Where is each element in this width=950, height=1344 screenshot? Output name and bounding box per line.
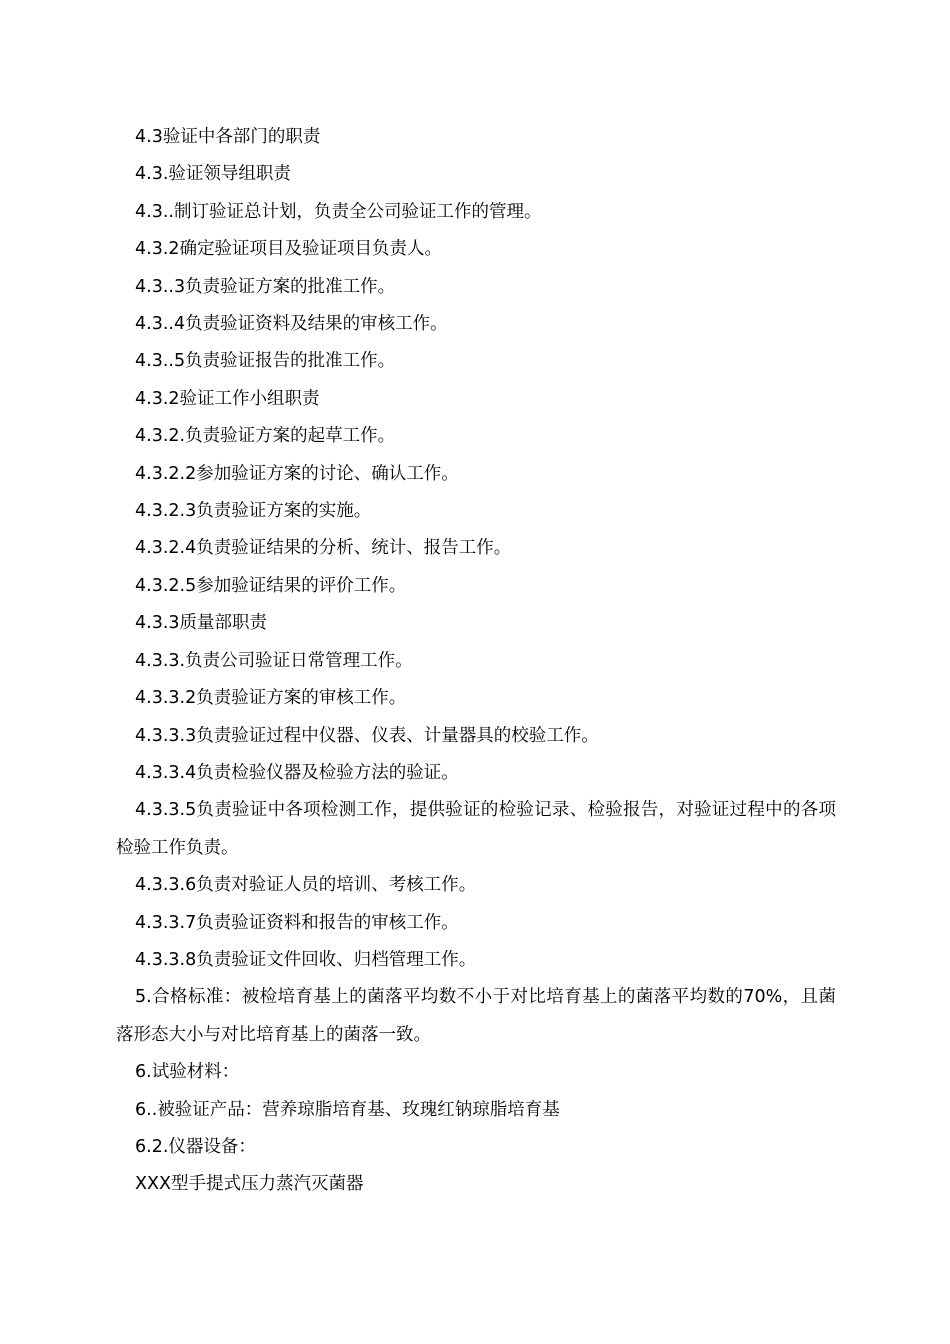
list-item-wrapped: 4.3.3.5负责验证中各项检测工作，提供验证的检验记录、检验报告，对验证过程中的各项检验工作负责。	[116, 800, 836, 858]
subsection-heading-4-3-3: 4.3.3质量部职责	[135, 613, 268, 634]
section-heading-6: 6.试验材料：	[135, 1062, 240, 1083]
list-item: 4.3..3负责验证方案的批准工作。	[135, 276, 396, 297]
list-item: 4.3.3.负责公司验证日常管理工作。	[135, 650, 413, 671]
document-body	[116, 119, 836, 1204]
list-item: 4.3.2.5参加验证结果的评价工作。	[135, 575, 407, 596]
list-item: 4.3.2.3负责验证方案的实施。	[135, 501, 372, 522]
list-item: 4.3.2.4负责验证结果的分析、统计、报告工作。	[135, 538, 512, 559]
list-item: 4.3.3.3负责验证过程中仪器、仪表、计量器具的校验工作。	[135, 725, 599, 746]
subsection-heading-4-3-1: 4.3.验证领导组职责	[135, 164, 291, 185]
list-item: 4.3..制订验证总计划，负责全公司验证工作的管理。	[135, 201, 542, 222]
subsection-heading-6-2: 6.2.仪器设备：	[135, 1136, 256, 1157]
section-heading-4-3: 4.3验证中各部门的职责	[135, 127, 321, 147]
list-item: 4.3.3.8负责验证文件回收、归档管理工作。	[135, 949, 477, 970]
list-item: 4.3.3.7负责验证资料和报告的审核工作。	[135, 912, 459, 933]
list-item: 4.3..4负责验证资料及结果的审核工作。	[135, 314, 448, 335]
acceptance-criteria-paragraph: 5.合格标准：被检培育基上的菌落平均数不小于对比培育基上的菌落平均数的70%，且菌落形态大小与对比培育基上的菌落一致。	[116, 987, 836, 1045]
list-item: 4.3.3.4负责检验仪器及检验方法的验证。	[135, 762, 459, 783]
equipment-item: XXX型手提式压力蒸汽灭菌器	[135, 1174, 364, 1195]
list-item: 4.3.3.2负责验证方案的审核工作。	[135, 688, 407, 709]
list-item: 4.3.2.2参加验证方案的讨论、确认工作。	[135, 463, 459, 484]
subsection-heading-4-3-2: 4.3.2验证工作小组职责	[135, 388, 320, 409]
list-item: 4.3.2确定验证项目及验证项目负责人。	[135, 239, 443, 260]
list-item: 6..被验证产品：营养琼脂培育基、玫瑰红钠琼脂培育基	[135, 1099, 560, 1120]
list-item: 4.3.2.负责验证方案的起草工作。	[135, 426, 396, 447]
list-item: 4.3.3.6负责对验证人员的培训、考核工作。	[135, 875, 477, 896]
list-item: 4.3..5负责验证报告的批准工作。	[135, 351, 396, 372]
